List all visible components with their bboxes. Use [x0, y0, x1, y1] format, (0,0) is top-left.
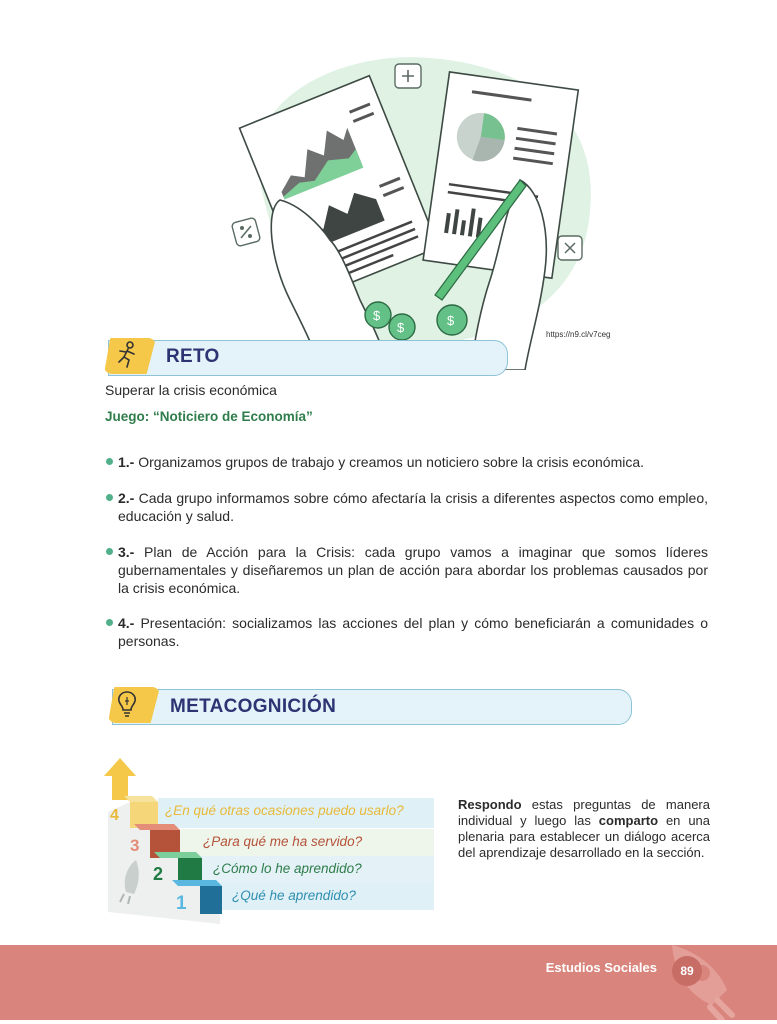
reto-subtitle: Superar la crisis económica	[105, 382, 277, 398]
item-text: Plan de Acción para la Crisis: cada grupo vamos a imaginar que somos líderes gubernamentales y diseñaremos un plan de acción para abordar los problemas causados por la crisis económica.	[118, 544, 708, 596]
step-number: 2	[153, 864, 164, 884]
svg-text:$: $	[447, 313, 455, 328]
list-item	[106, 453, 708, 471]
running-person-icon	[114, 340, 140, 370]
item-text: Organizamos grupos de trabajo y creamos un noticiero sobre la crisis económica.	[134, 454, 645, 470]
game-title: Juego: “Noticiero de Economía”	[105, 409, 313, 424]
question-1: ¿Qué he aprendido?	[232, 888, 356, 903]
economy-documents-illustration	[220, 40, 620, 370]
instruction-bold-respondo: Respondo	[458, 797, 522, 812]
lightbulb-icon	[116, 690, 138, 718]
item-text: Presentación: socializamos las acciones del plan y cómo beneficiarán a comunidades o personas.	[118, 615, 708, 649]
rocket-icon	[652, 945, 752, 1020]
svg-text:$: $	[397, 320, 405, 335]
bullet-icon	[106, 619, 113, 626]
metacognicion-instructions	[458, 797, 710, 861]
question-4: ¿En qué otras ocasiones puedo usarlo?	[165, 803, 404, 818]
item-number: 3.-	[118, 544, 135, 560]
question-3: ¿Para qué me ha servido?	[203, 834, 363, 849]
bullet-icon	[106, 458, 113, 465]
page-footer	[0, 945, 777, 1020]
item-text: Cada grupo informamos sobre cómo afectaría la crisis a diferentes aspectos como empleo, educación y salud.	[118, 490, 708, 524]
item-number: 1.-	[118, 454, 135, 470]
svg-text:$: $	[373, 308, 381, 323]
times-icon	[558, 236, 582, 260]
percent-icon	[231, 217, 260, 246]
question-2: ¿Cómo lo he aprendido?	[213, 861, 362, 876]
reto-title: RETO	[166, 346, 220, 367]
image-credit: https://n9.cl/v7ceg	[546, 330, 611, 339]
bullet-icon	[106, 548, 113, 555]
metacognicion-title: METACOGNICIÓN	[170, 696, 337, 717]
instruction-text: estas preguntas de manera individual y luego las	[458, 797, 710, 828]
subject-name: Estudios Sociales	[545, 960, 657, 975]
step-number: 4	[110, 807, 119, 824]
item-number: 4.-	[118, 615, 135, 631]
bullet-icon	[106, 494, 113, 501]
list-item	[106, 543, 708, 597]
list-item	[106, 614, 708, 650]
item-number: 2.-	[118, 490, 135, 506]
instruction-bold-comparto: comparto	[598, 813, 659, 828]
step-number: 1	[176, 893, 187, 914]
page-number: 89	[672, 956, 702, 986]
list-item	[106, 489, 708, 525]
step-number: 3	[130, 836, 140, 855]
plus-icon	[395, 64, 421, 88]
instruction-text: en una plenaria para establecer un diálogo acerca del aprendizaje desarrollado en la sección.	[458, 813, 711, 860]
